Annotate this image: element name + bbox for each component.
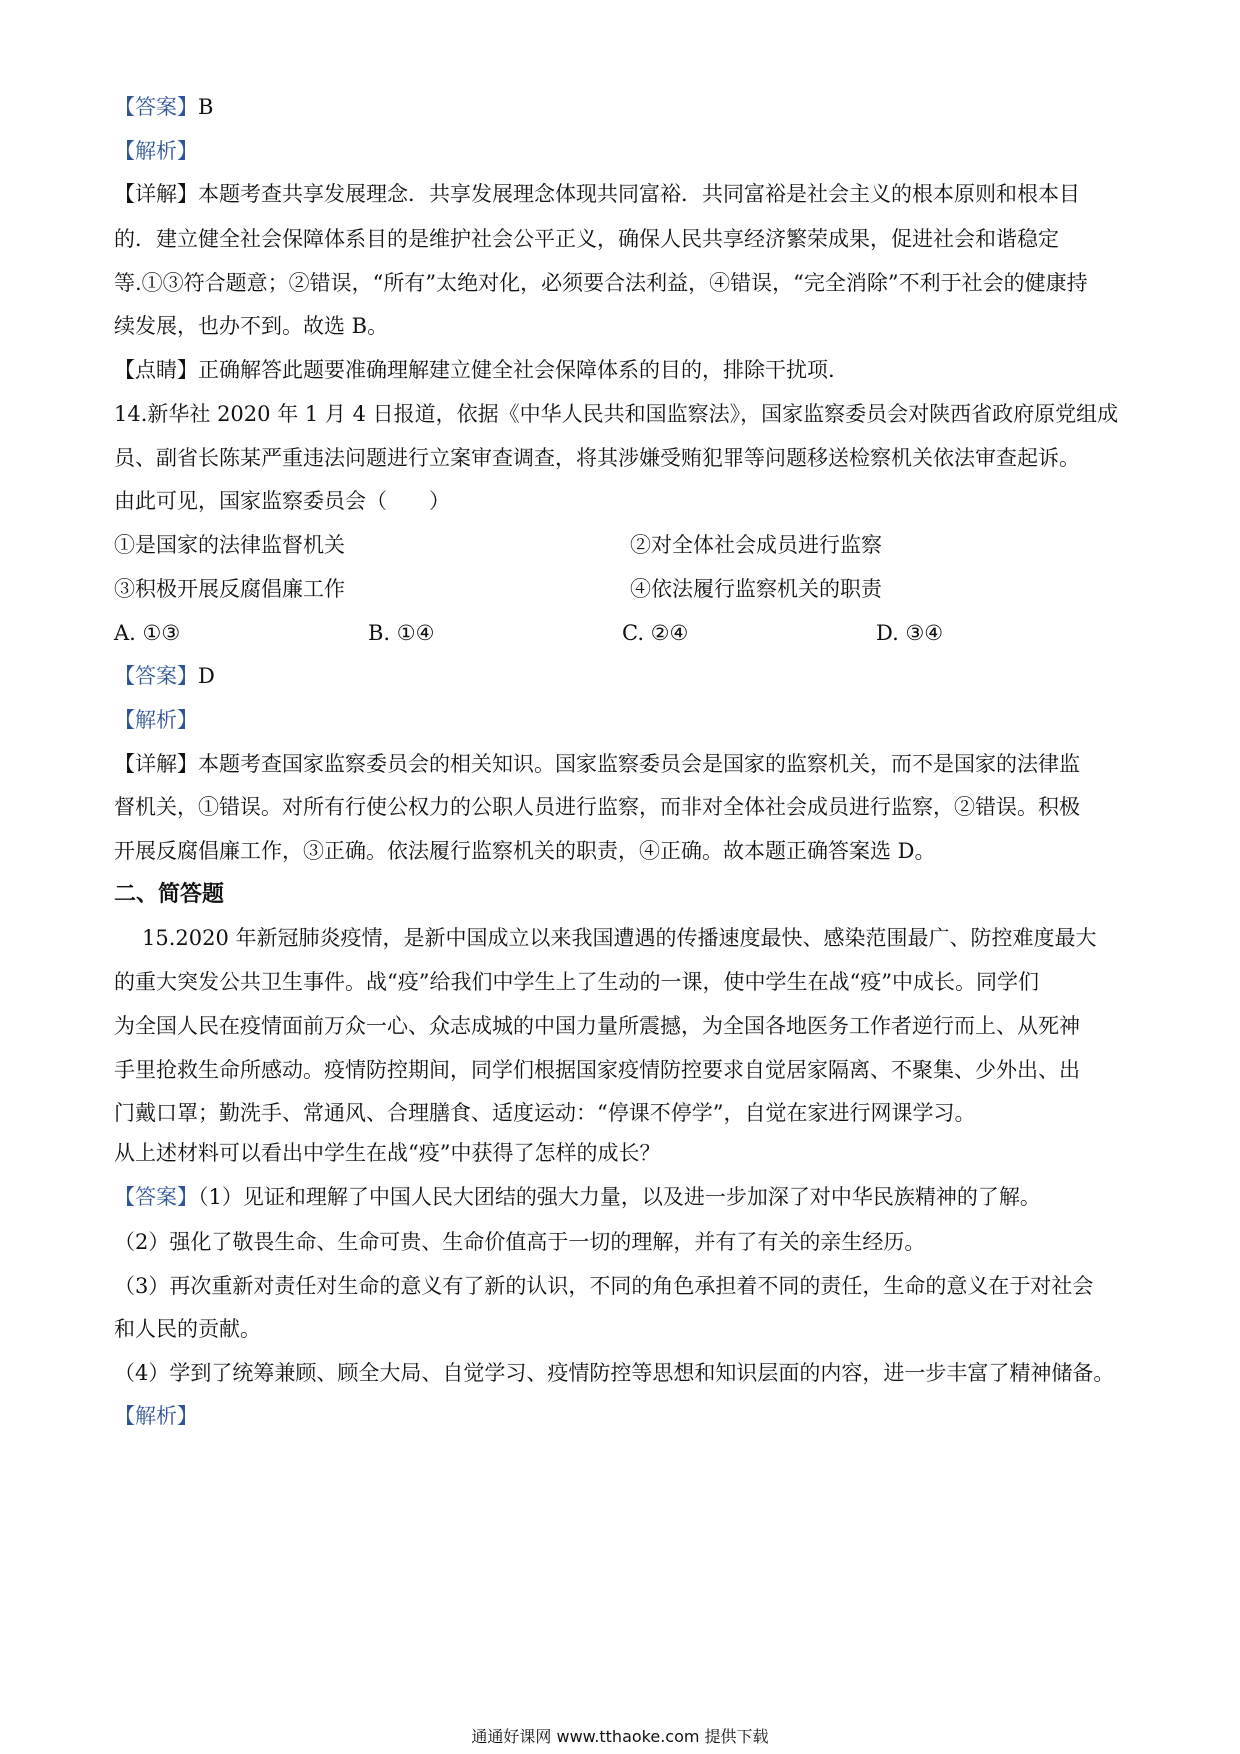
answer-tag: 【答案】 xyxy=(114,664,198,688)
comment-tag: 【点睛】 xyxy=(114,358,198,382)
q14-answer xyxy=(114,661,1134,691)
answer-tag: 【答案】 xyxy=(114,1185,198,1209)
option-d: D. ③④ xyxy=(876,621,944,645)
option-c: C. ②④ xyxy=(622,621,689,645)
comment-text: 正确解答此题要准确理解建立健全社会保障体系的目的，排除干扰项. xyxy=(198,358,835,382)
answer-item-1: （1）见证和理解了中国人民大团结的强大力量，以及进一步加深了对中华民族精神的了解。 xyxy=(198,1185,1041,1209)
answer-value: B xyxy=(198,95,214,119)
statement-4: ④依法履行监察机关的职责 xyxy=(630,577,882,601)
q14-stem-line-2: 员、副省长陈某严重违法问题进行立案审查调查，将其涉嫌受贿犯罪等问题移送检察机关依法审查起诉。 xyxy=(114,446,1080,470)
option-b: B. ①④ xyxy=(368,621,435,645)
q14-stem-line-1: 14.新华社 2020 年 1 月 4 日报道，依据《中华人民共和国监察法》，国家监察委员会对陕西省政府原党组成 xyxy=(114,402,1119,426)
analysis-tag: 【解析】 xyxy=(114,708,198,732)
q14-statements-row-1 xyxy=(114,530,1134,560)
q15-answer-item-3: （3）再次重新对责任对生命的意义有了新的认识，不同的角色承担着不同的责任，生命的意义在于对社会 xyxy=(114,1274,1094,1298)
page-footer: 通通好课网 www.tthaoke.com 提供下载 xyxy=(471,1727,769,1746)
q13-answer xyxy=(114,92,1134,122)
q15-stem-line-5: 门戴口罩；勤洗手、常通风、合理膳食、适度运动：“停课不停学”，自觉在家进行网课学习。 xyxy=(114,1101,976,1125)
q14-stem-line-3: 由此可见，国家监察委员会（ ） xyxy=(114,489,450,513)
answer-tag: 【答案】 xyxy=(114,95,198,119)
q15-stem-line-1: 15.2020 年新冠肺炎疫情，是新中国成立以来我国遭遇的传播速度最快、感染范围最广、防控难度最大 xyxy=(142,926,1097,950)
q15-answer-item-4: （4）学到了统筹兼顾、顾全大局、自觉学习、疫情防控等思想和知识层面的内容，进一步丰富了精神储备。 xyxy=(114,1361,1115,1385)
q13-detail-line-3: 等.①③符合题意；②错误，“所有”太绝对化，必须要合法利益，④错误，“完全消除”不利于社会的健康持 xyxy=(114,271,1088,295)
q15-stem-line-2: 的重大突发公共卫生事件。战“疫”给我们中学生上了生动的一课，使中学生在战“疫”中成长。同学们 xyxy=(114,970,1039,994)
q14-analysis xyxy=(114,705,1134,735)
analysis-tag: 【解析】 xyxy=(114,1404,198,1428)
q15-answer-item-2: （2）强化了敬畏生命、生命可贵、生命价值高于一切的理解，并有了有关的亲生经历。 xyxy=(114,1230,926,1254)
statement-2: ②对全体社会成员进行监察 xyxy=(630,533,882,557)
detail-text: 本题考查共享发展理念．共享发展理念体现共同富裕．共同富裕是社会主义的根本原则和根本目 xyxy=(198,182,1080,206)
q14-detail-line-1 xyxy=(114,749,1134,779)
q14-statements-row-2 xyxy=(114,574,1134,604)
statement-1: ①是国家的法律监督机关 xyxy=(114,533,345,557)
q13-detail-line-2: 的．建立健全社会保障体系目的是维护社会公平正义，确保人民共享经济繁荣成果，促进社会和谐稳定 xyxy=(114,227,1059,251)
q13-comment xyxy=(114,355,1134,385)
section-heading: 二、简答题 xyxy=(114,882,225,907)
q15-answer-line-1 xyxy=(114,1182,1134,1212)
q15-analysis xyxy=(114,1401,1134,1431)
analysis-tag: 【解析】 xyxy=(114,139,198,163)
q15-answer-item-3-cont: 和人民的贡献。 xyxy=(114,1317,261,1341)
q14-detail-line-2: 督机关，①错误。对所有行使公权力的公职人员进行监察，而非对全体社会成员进行监察，②错误。积极 xyxy=(114,795,1080,819)
q13-analysis xyxy=(114,136,1134,166)
q13-detail-line-4: 续发展，也办不到。故选 B。 xyxy=(114,314,389,338)
q13-detail-line-1 xyxy=(114,179,1134,209)
detail-text: 本题考查国家监察委员会的相关知识。国家监察委员会是国家的监察机关，而不是国家的法律监 xyxy=(198,752,1080,776)
statement-3: ③积极开展反腐倡廉工作 xyxy=(114,577,345,601)
answer-value: D xyxy=(198,664,215,688)
q14-detail-line-3: 开展反腐倡廉工作，③正确。依法履行监察机关的职责，④正确。故本题正确答案选 D。 xyxy=(114,839,936,863)
q15-stem-line-3: 为全国人民在疫情面前万众一心、众志成城的中国力量所震撼，为全国各地医务工作者逆行而上、从死神 xyxy=(114,1014,1080,1038)
option-a: A. ①③ xyxy=(114,621,181,645)
q15-stem-line-4: 手里抢救生命所感动。疫情防控期间，同学们根据国家疫情防控要求自觉居家隔离、不聚集、少外出、出 xyxy=(114,1058,1080,1082)
detail-tag: 【详解】 xyxy=(114,182,198,206)
q15-question: 从上述材料可以看出中学生在战“疫”中获得了怎样的成长？ xyxy=(114,1141,661,1165)
detail-tag: 【详解】 xyxy=(114,752,198,776)
